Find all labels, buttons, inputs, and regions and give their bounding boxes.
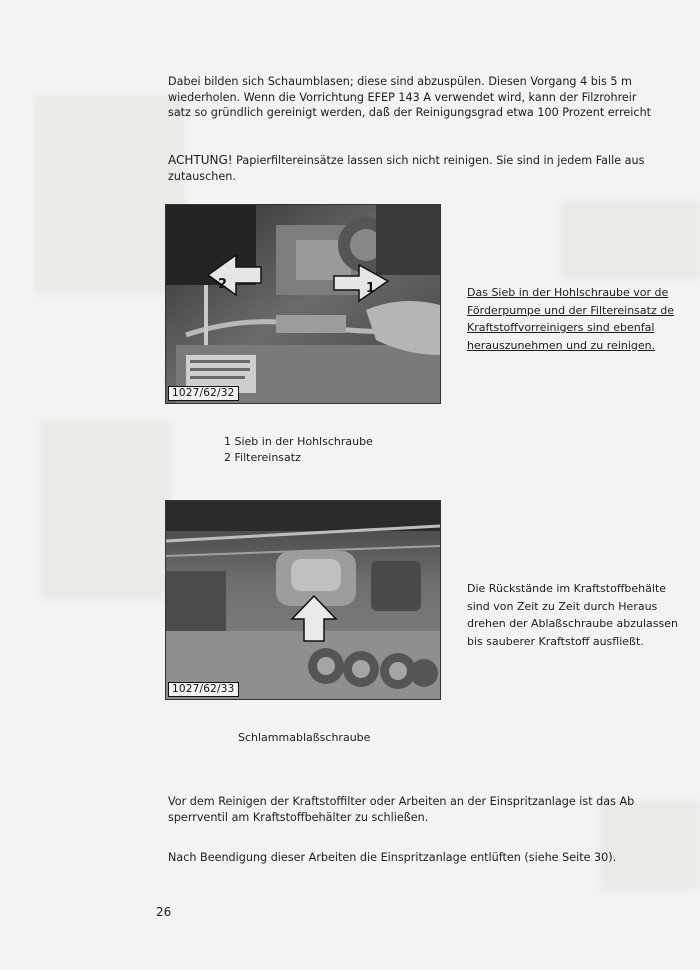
- photo-number: 1027/62/33: [168, 682, 239, 697]
- text-line: sind von Zeit zu Zeit durch Heraus: [467, 599, 658, 613]
- photo-tank-detail: [166, 501, 440, 699]
- photo-fuel-prefilter: [165, 204, 441, 404]
- photo-fuel-tank-drain: [165, 500, 441, 700]
- text-line: Förderpumpe und der Filtereinsatz de: [467, 303, 674, 317]
- arrow-label-2: 2: [218, 277, 228, 292]
- text-line: bis sauberer Kraftstoff ausfließt.: [467, 634, 644, 648]
- text-line: zutauschen.: [168, 169, 236, 183]
- bleed-through-shadow: [560, 200, 700, 280]
- text-line: sperrventil am Kraftstoffbehälter zu schließen.: [168, 810, 429, 824]
- arrow-label-1: 1: [366, 281, 376, 296]
- figure1-caption: [224, 434, 373, 466]
- text-line: wiederholen. Wenn die Vorrichtung EFEP 143 A verwendet wird, kann der Filzrohreir: [168, 90, 637, 104]
- text-line: Dabei bilden sich Schaumblasen; diese sind abzuspülen. Diesen Vorgang 4 bis 5 m: [168, 75, 632, 88]
- photo-engine-detail: [166, 205, 440, 403]
- text-line: herauszunehmen und zu reinigen.: [467, 338, 656, 352]
- photo-number: 1027/62/32: [168, 386, 239, 401]
- warning-label: ACHTUNG!: [168, 153, 233, 167]
- text-line: satz so gründlich gereinigt werden, daß der Reinigungsgrad etwa 100 Prozent erreicht: [168, 106, 652, 119]
- warning-text: Papierfiltereinsätze lassen sich nicht reinigen. Sie sind in jedem Falle aus: [232, 154, 645, 167]
- warning-paragraph: [168, 153, 680, 184]
- figure2-description: [467, 580, 700, 650]
- bleed-through-shadow: [40, 420, 170, 600]
- intro-paragraph: [168, 74, 680, 121]
- caption-line: 2 Filtereinsatz: [224, 451, 301, 464]
- text-line: Das Sieb in der Hohlschraube vor de: [467, 286, 669, 299]
- page-number: 26: [156, 905, 172, 919]
- text-line: Vor dem Reinigen der Kraftstoffilter oder Arbeiten an der Einspritzanlage ist das Ab: [168, 795, 635, 808]
- closing-paragraph-2: Nach Beendigung dieser Arbeiten die Einspritzanlage entlüften (siehe Seite 30).: [168, 851, 617, 864]
- text-line: Kraftstoffvorreinigers sind ebenfal: [467, 321, 655, 334]
- figure1-description: [467, 284, 700, 354]
- text-line: Die Rückstände im Kraftstoffbehälte: [467, 582, 667, 595]
- closing-paragraph-1: [168, 794, 680, 825]
- caption-line: 1 Sieb in der Hohlschraube: [224, 435, 373, 448]
- figure2-caption: Schlammablaßschraube: [238, 731, 371, 744]
- bleed-through-shadow: [35, 95, 185, 295]
- text-line: [168, 153, 680, 169]
- text-line: drehen der Ablaßschraube abzulassen: [467, 617, 678, 630]
